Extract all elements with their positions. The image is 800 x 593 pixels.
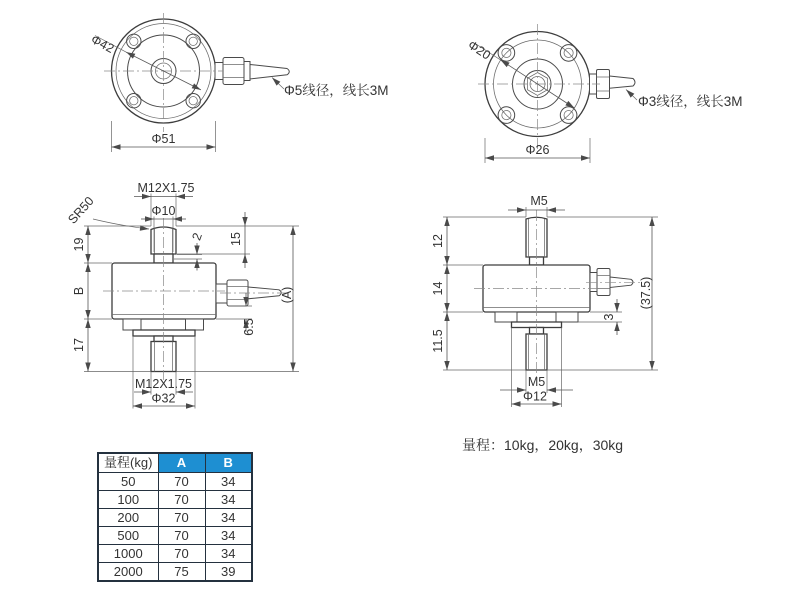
capacity-note: 量程：10kg，20kg，30kg (462, 437, 624, 453)
table-cell-b: 34 (205, 527, 252, 545)
dim-body-height-label: B (72, 286, 86, 296)
dim-thread-len-label: 15 (229, 232, 243, 246)
dim-top-thread-label: M5 (530, 194, 548, 208)
table-cell-a: 70 (158, 545, 205, 563)
top-view-large (89, 13, 389, 152)
table-row (98, 545, 252, 563)
cable (250, 65, 289, 80)
dim-bolt-circle-label: Φ42 (88, 32, 117, 56)
table-cell-b: 34 (205, 491, 252, 509)
table-header-row (98, 453, 252, 473)
dim-bottom-thread-label: M12X1.75 (135, 377, 192, 391)
dim-neck-dia-label: Φ10 (151, 204, 176, 218)
side-view-large (65, 181, 299, 409)
table-cell-a: 70 (158, 509, 205, 527)
table-row (98, 491, 252, 509)
table-cell-capacity: 50 (98, 473, 158, 491)
dim-plate-thickness-label: 3 (602, 313, 616, 321)
table-cell-capacity: 200 (98, 509, 158, 527)
dim-body-height-label: 14 (431, 281, 445, 296)
table-cell-capacity: 2000 (98, 563, 158, 582)
dim-sr50-label: SR50 (65, 194, 97, 227)
table-row (98, 563, 252, 582)
table-cell-b: 39 (205, 563, 252, 582)
table-cell-capacity: 1000 (98, 545, 158, 563)
dim-outer-dia-label: Φ51 (151, 132, 176, 146)
table-cell-a: 70 (158, 527, 205, 545)
capacity-table (97, 452, 253, 582)
table-cell-a: 70 (158, 491, 205, 509)
dim-bottom-height-label: 11.5 (431, 329, 445, 353)
dim-top-height-label: 12 (431, 234, 445, 248)
dim-outer-dia-label: Φ26 (525, 143, 550, 157)
table-cell-b: 34 (205, 473, 252, 491)
dim-top-height-label: 19 (72, 237, 86, 252)
dim-total-height-label: (37.5) (639, 276, 653, 310)
cable (610, 76, 636, 88)
dim-total-height-label: (A) (280, 286, 294, 304)
mount-plate (133, 330, 195, 336)
table-row (98, 509, 252, 527)
dim-top-thread-label: M12X1.75 (137, 181, 195, 195)
table-header-capacity: 量程(kg) (98, 453, 158, 473)
table-cell-a: 70 (158, 473, 205, 491)
cable-note-label: Φ5线径，线长3M (284, 83, 389, 98)
dim-plate-dia-label: Φ12 (523, 389, 547, 404)
cable-gland (215, 58, 289, 85)
dim-step-label: 2 (189, 230, 206, 243)
table-row (98, 473, 252, 491)
dim-bolt-circle-label: Φ20 (465, 37, 494, 63)
top-view-small (465, 24, 742, 163)
table-row (98, 527, 252, 545)
cable-note-label: Φ3线径，线长3M (638, 94, 743, 109)
side-view-small (431, 194, 658, 407)
dim-plate-dia-label: Φ32 (151, 391, 176, 406)
dim-bottom-height-label: 17 (72, 338, 86, 352)
table-cell-b: 34 (205, 509, 252, 527)
table-cell-capacity: 500 (98, 527, 158, 545)
table-header-b: B (205, 453, 252, 473)
table-cell-a: 75 (158, 563, 205, 582)
table-cell-b: 34 (205, 545, 252, 563)
dim-bottom-thread-label: M5 (527, 375, 546, 389)
table-cell-capacity: 100 (98, 491, 158, 509)
table-header-a: A (158, 453, 205, 473)
dim-cable-offset-label: 6.5 (242, 318, 256, 336)
